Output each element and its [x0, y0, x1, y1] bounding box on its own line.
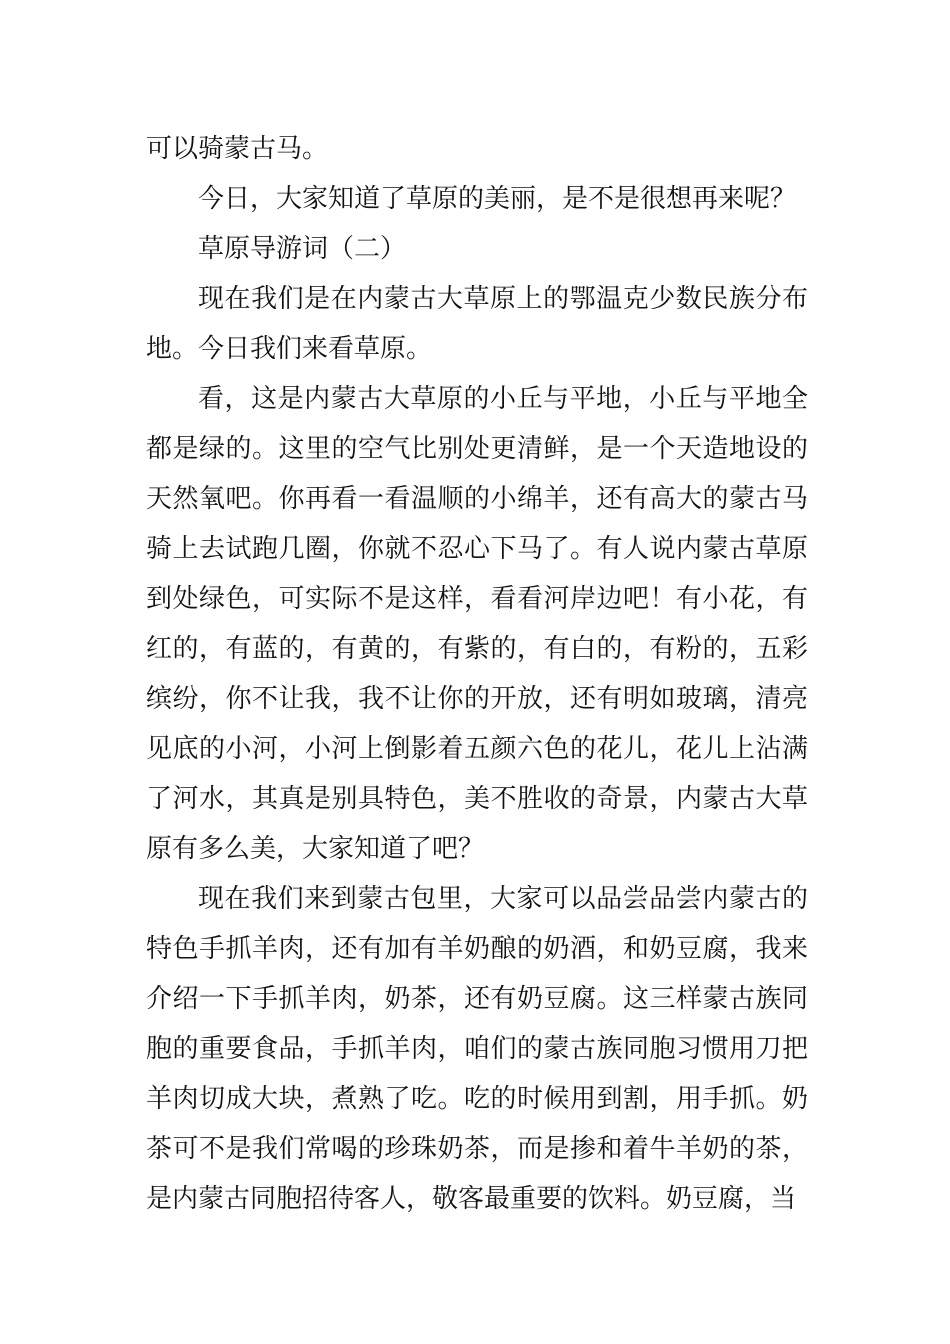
paragraph-closing-question: 今日，大家知道了草原的美丽，是不是很想再来呢？ [198, 184, 797, 214]
paragraph-grassland-scenery: 看，这是内蒙古大草原的小丘与平地，小丘与平地全都是绿的。这里的空气比别处更清鲜，是一个天造地设的天然氧吧。你再看一看温顺的小绵羊，还有高大的蒙古马骑上去试跑几圈，你就不忍心下马了。有人说内蒙古草原到处绿色，可实际不是这样，看看河岸边吧！有小花，有红的，有蓝的，有黄的，有紫的，有白的，有粉的，五彩缤纷，你不让我，我不让你的开放，还有明如玻璃，清亮见底的小河，小河上倒影着五颜六色的花儿，花儿上沾满了河水，其真是别具特色，美不胜收的奇景，内蒙古大草原有多么美，大家知道了吧？ [146, 384, 808, 864]
section-heading: 草原导游词（二） [198, 234, 407, 264]
paragraph-intro: 现在我们是在内蒙古大草原上的鄂温克少数民族分布地。今日我们来看草原。 [146, 284, 808, 364]
paragraph-continuation: 可以骑蒙古马。 [146, 134, 329, 164]
paragraph-mongolian-yurt-food: 现在我们来到蒙古包里，大家可以品尝品尝内蒙古的特色手抓羊肉，还有加有羊奶酿的奶酒，和奶豆腐，我来介绍一下手抓羊肉，奶茶，还有奶豆腐。这三样蒙古族同胞的重要食品，手抓羊肉，咱们的蒙古族同胞习惯用刀把羊肉切成大块，煮熟了吃。吃的时候用到割，用手抓。奶茶可不是我们常喝的珍珠奶茶，而是掺和着牛羊奶的茶，是内蒙古同胞招待客人，敬客最重要的饮料。奶豆腐，当 [146, 884, 808, 1214]
document-body [146, 124, 808, 1224]
